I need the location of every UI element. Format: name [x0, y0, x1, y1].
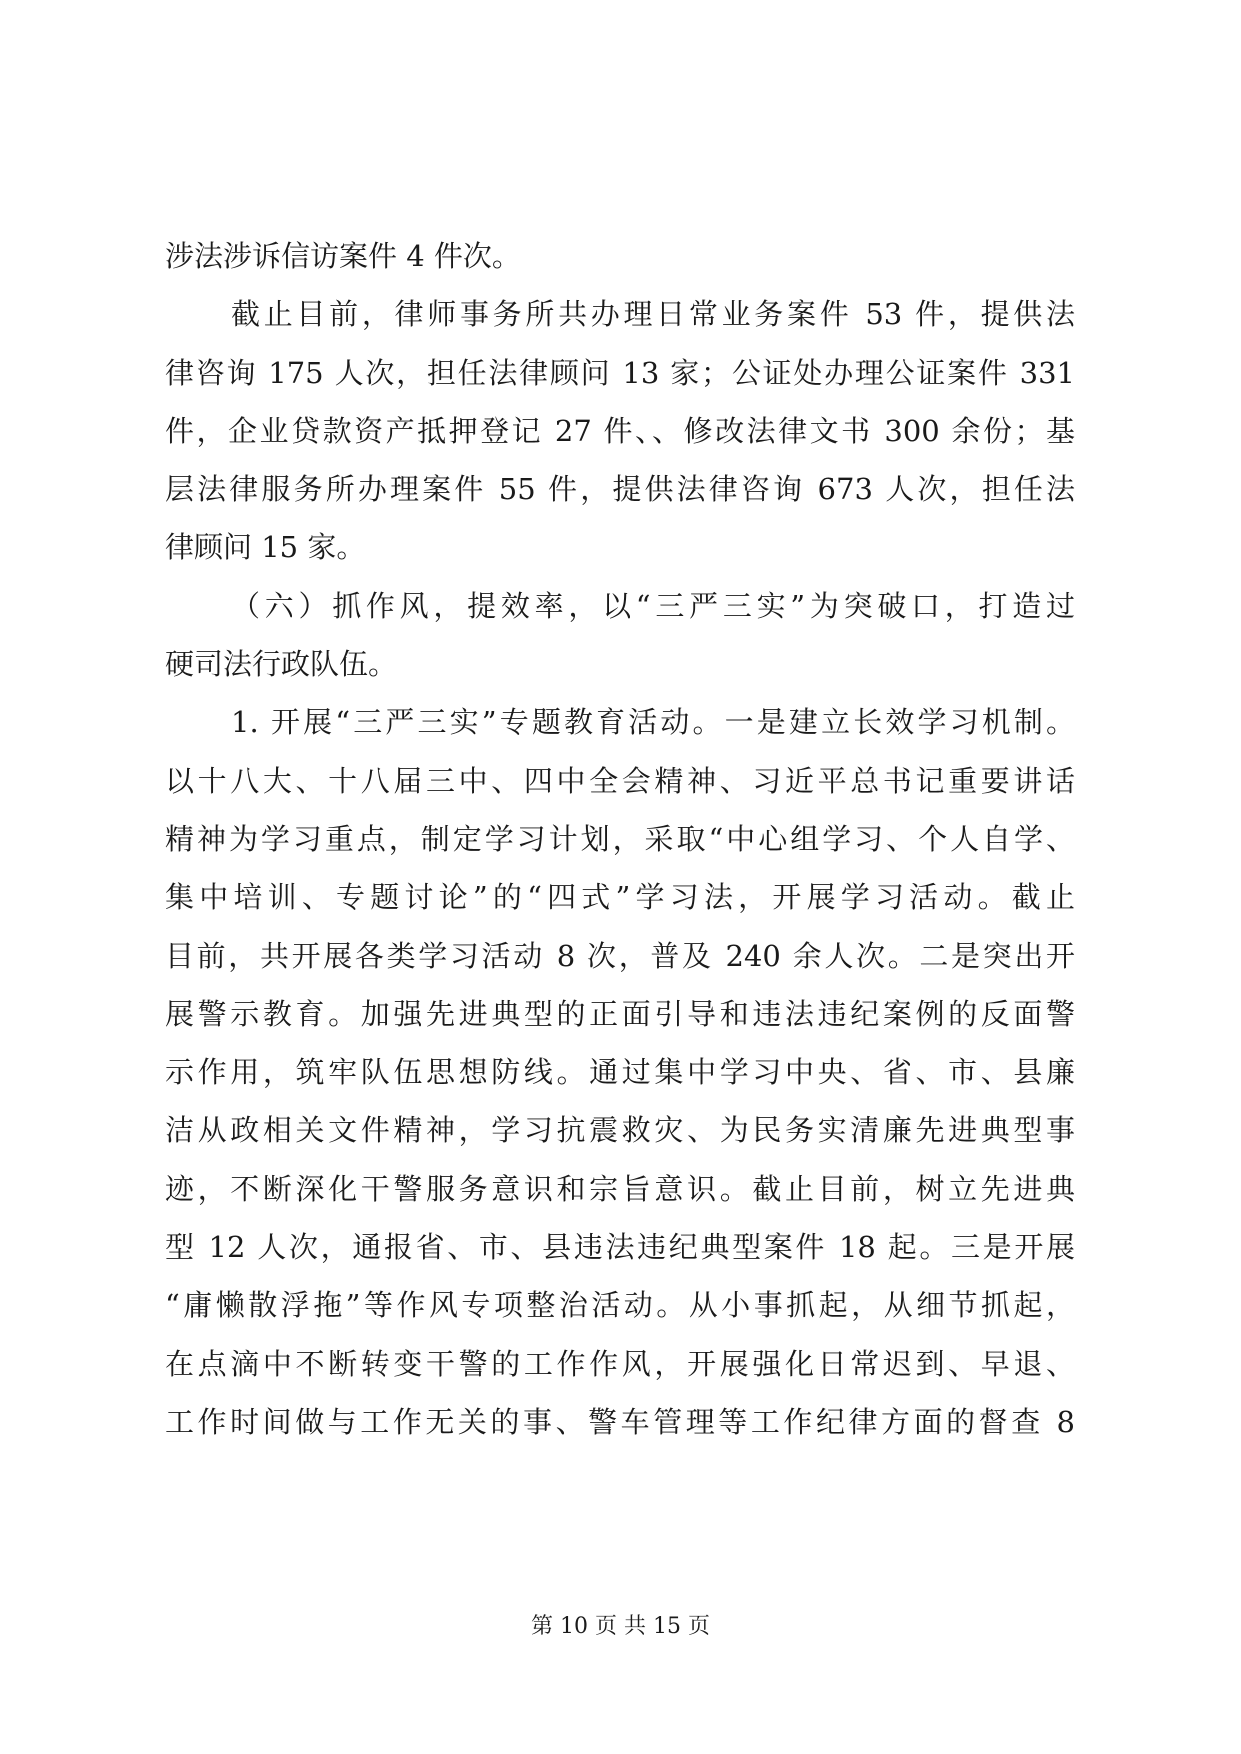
text-line: 精神为学习重点，制定学习计划，采取“中心组学习、个人自学、: [165, 821, 1075, 856]
text-line: “庸懒散浮拖”等作风专项整治活动。从小事抓起，从细节抓起，: [165, 1288, 1075, 1323]
text-line: 硬司法行政队伍。: [165, 647, 398, 682]
text-line: 以十八大、十八届三中、四中全会精神、习近平总书记重要讲话: [165, 763, 1075, 798]
text-line: 律顾问 15 家。: [165, 530, 366, 565]
text-line: 在点滴中不断转变干警的工作作风，开展强化日常迟到、早退、: [165, 1346, 1075, 1381]
text-line: 1. 开展“三严三实”专题教育活动。一是建立长效学习机制。: [231, 705, 1075, 740]
text-line: （六）抓作风，提效率，以“三严三实”为突破口，打造过: [231, 588, 1075, 623]
page-number-footer: 第 10 页 共 15 页: [531, 1614, 710, 1639]
text-line: 律咨询 175 人次，担任法律顾问 13 家；公证处办理公证案件 331: [165, 355, 1075, 390]
text-line: 示作用，筑牢队伍思想防线。通过集中学习中央、省、市、县廉: [165, 1055, 1075, 1090]
text-line: 截止目前，律师事务所共办理日常业务案件 53 件，提供法: [231, 297, 1075, 332]
text-line: 层法律服务所办理案件 55 件，提供法律咨询 673 人次，担任法: [165, 472, 1075, 507]
text-line: 型 12 人次，通报省、市、县违法违纪典型案件 18 起。三是开展: [165, 1230, 1075, 1265]
document-body: [165, 227, 1075, 1451]
text-line: 迹，不断深化干警服务意识和宗旨意识。截止目前，树立先进典: [165, 1171, 1075, 1206]
text-line: 件，企业贷款资产抵押登记 27 件、、修改法律文书 300 余份；基: [165, 413, 1075, 448]
text-line: 集中培训、专题讨论”的“四式”学习法，开展学习活动。截止: [165, 880, 1075, 915]
text-line: 洁从政相关文件精神，学习抗震救灾、为民务实清廉先进典型事: [165, 1113, 1075, 1148]
text-line: 展警示教育。加强先进典型的正面引导和违法违纪案例的反面警: [165, 996, 1075, 1031]
text-line: 工作时间做与工作无关的事、警车管理等工作纪律方面的督查 8: [165, 1404, 1075, 1439]
text-line: 涉法涉诉信访案件 4 件次。: [165, 239, 521, 273]
text-line: 目前，共开展各类学习活动 8 次，普及 240 余人次。二是突出开: [165, 938, 1075, 973]
